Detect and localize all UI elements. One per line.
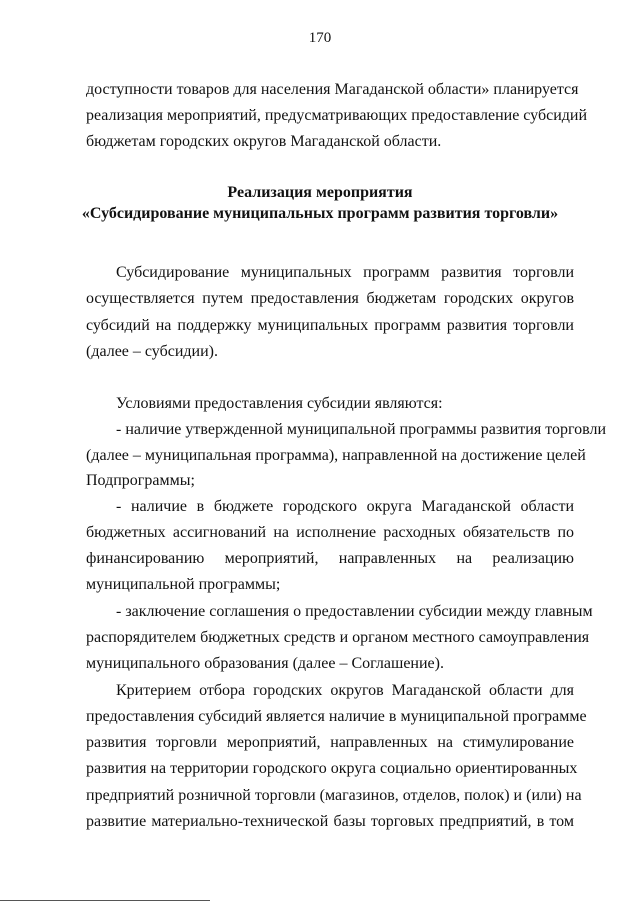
text-line: - заключение соглашения о предоставлении субсидии между главным (116, 603, 593, 620)
text-line: Подпрограммы; (86, 472, 195, 489)
text-line: (далее – субсидии). (86, 343, 218, 360)
text-line: бюджетам городских округов Магаданской области. (86, 133, 442, 150)
text-line: - наличие в бюджете городского округа Магаданской области (116, 498, 574, 515)
text-line: осуществляется путем предоставления бюджетам городских округов (86, 290, 574, 307)
text-line: (далее – муниципальная программа), направленной на достижение целей (86, 447, 586, 464)
text-line: - наличие утвержденной муниципальной программы развития торговли (116, 421, 607, 438)
section-title-line1: Реализация мероприятия (227, 184, 413, 201)
text-line: развития на территории городского округа социально ориентированных (86, 760, 578, 777)
section-title-line2: «Субсидирование муниципальных программ развития торговли» (81, 205, 559, 222)
text-line: бюджетных ассигнований на исполнение расходных обязательств по (86, 524, 574, 541)
text-line: развития торговли мероприятий, направленных на стимулирование (86, 734, 574, 751)
bottom-rule (0, 900, 210, 901)
text-line: распорядителем бюджетных средств и органом местного самоуправления (86, 629, 590, 646)
page-number: 170 (308, 30, 332, 46)
text-line: субсидий на поддержку муниципальных программ развития торговли (86, 317, 574, 334)
text-line: предприятий розничной торговли (магазинов, отделов, полок) и (или) на (86, 787, 582, 804)
text-line: Условиями предоставления субсидии являются: (116, 395, 443, 412)
text-line: предоставления субсидий является наличие в муниципальной программе (86, 708, 587, 725)
text-line: развитие материально-технической базы торговых предприятий, в том (86, 813, 574, 830)
text-line: Субсидирование муниципальных программ развития торговли (116, 264, 574, 281)
text-line: доступности товаров для населения Магаданской области» планируется (86, 81, 579, 98)
text-line: муниципальной программы; (86, 576, 281, 593)
text-line: муниципального образования (далее – Соглашение). (86, 655, 444, 672)
text-line: Критерием отбора городских округов Магаданской области для (116, 682, 574, 699)
text-line: финансированию мероприятий, направленных на реализацию (86, 550, 574, 567)
text-line: реализация мероприятий, предусматривающих предоставление субсидий (86, 107, 588, 124)
